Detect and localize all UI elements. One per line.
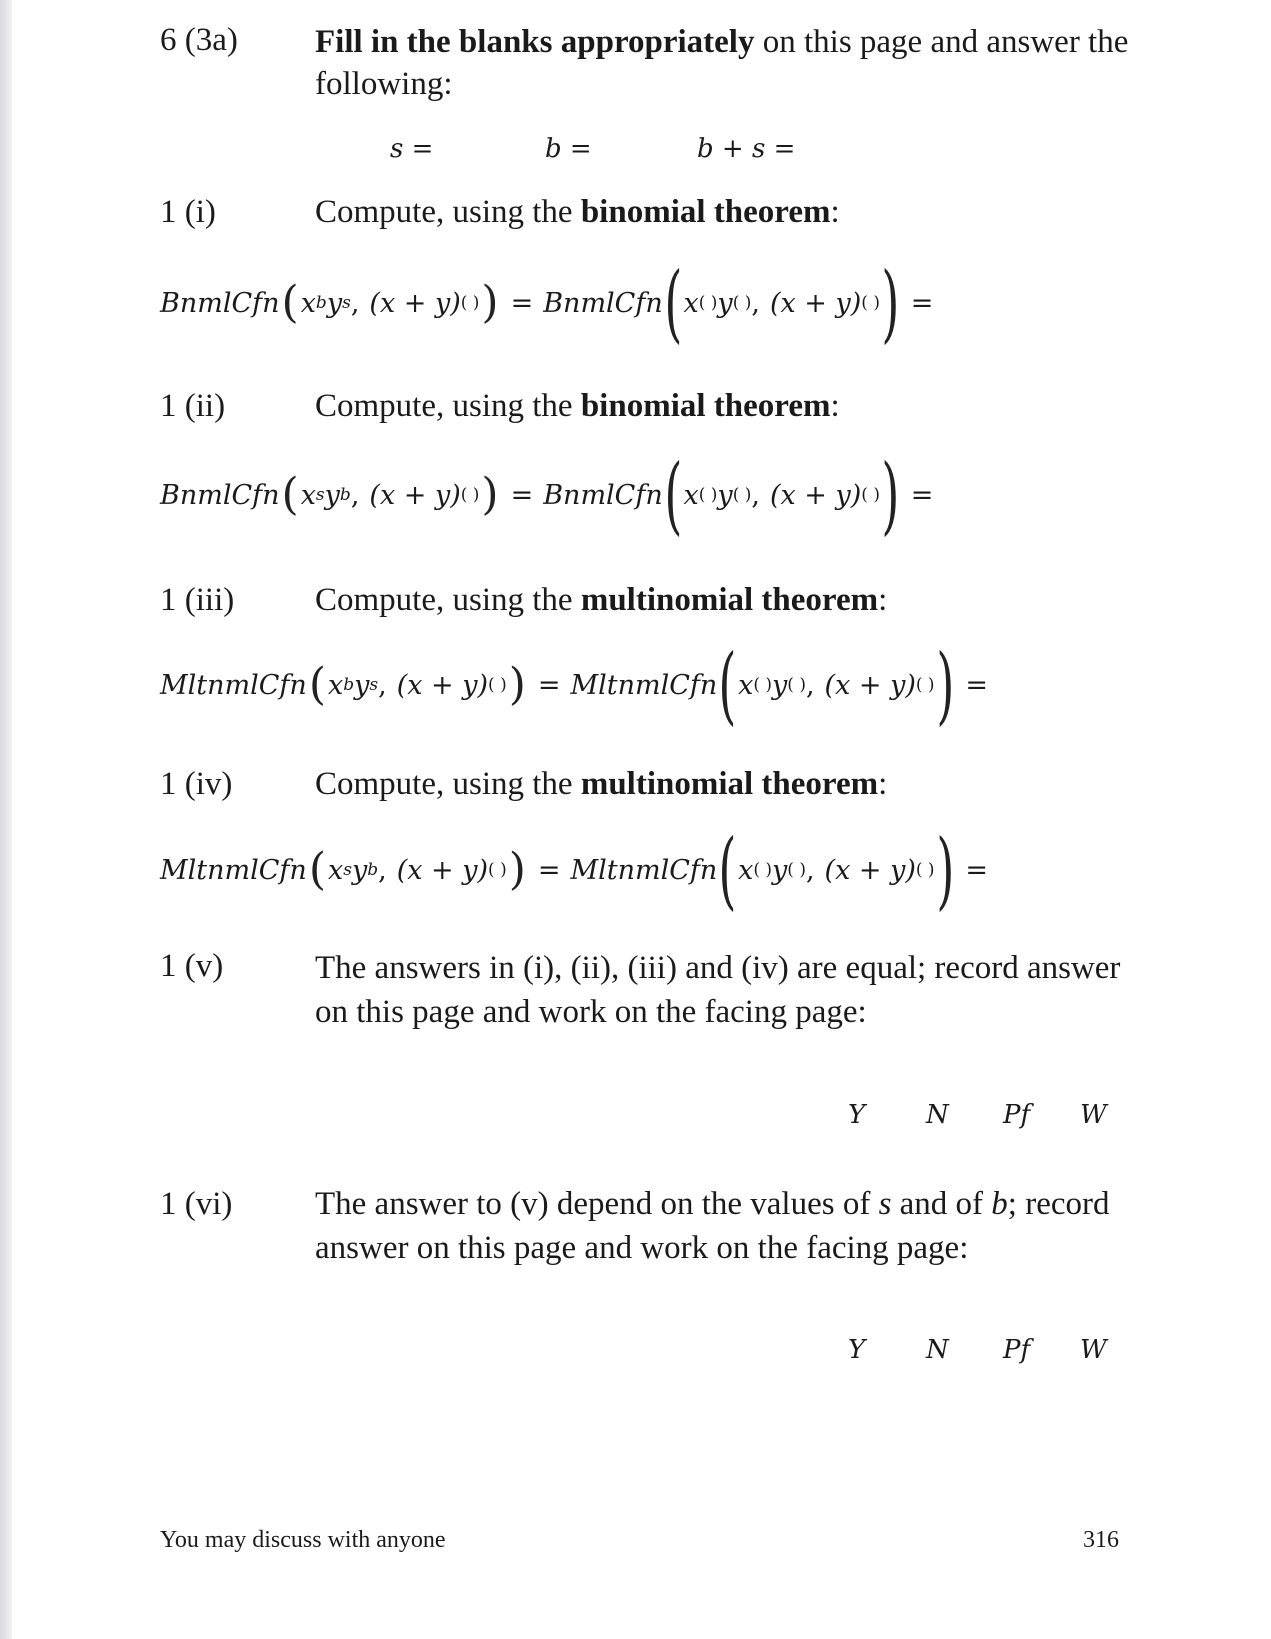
equals-sign: = — [910, 287, 934, 319]
y-var: y — [324, 479, 340, 511]
x-var: x — [683, 479, 699, 511]
equation — [160, 821, 988, 919]
function-name: MltnmlCfn — [570, 854, 718, 886]
instruction-suffix: : — [878, 582, 888, 618]
right-paren: ) — [881, 254, 900, 352]
part-number: 1 (iv) — [160, 766, 233, 802]
right-bar: ) — [481, 277, 499, 328]
x-exponent: s — [315, 485, 325, 505]
instruction-prefix: Compute, using the — [315, 582, 581, 618]
instruction-prefix: Compute, using the — [315, 766, 581, 802]
instruction-rest: on this page and answer the — [754, 24, 1129, 60]
y-exponent: b — [339, 485, 351, 505]
power-blank[interactable]: ( ) — [460, 485, 480, 505]
y-exponent: s — [342, 293, 351, 313]
x-exponent-blank[interactable]: ( ) — [753, 860, 773, 880]
part-instruction — [315, 578, 887, 622]
part-vi-text-a: The answer to (v) depend on the values of — [315, 1186, 879, 1222]
y-var: y — [717, 479, 733, 511]
power-blank[interactable]: ( ) — [915, 675, 935, 695]
y-var: y — [772, 854, 788, 886]
instruction-prefix: Compute, using the — [315, 194, 581, 230]
page-number: 316 — [1083, 1527, 1119, 1553]
instruction-line-2: following: — [315, 66, 453, 102]
comma: , — [378, 669, 387, 701]
var-s: s — [878, 1186, 892, 1222]
left-paren: ( — [718, 821, 737, 919]
sum-expression: (x + y) — [369, 479, 461, 511]
left-paren: ( — [664, 446, 683, 544]
equals-sign: = — [910, 479, 934, 511]
instruction-bold: Fill in the blanks appropriately — [315, 24, 755, 60]
y-exponent-blank[interactable]: ( ) — [787, 860, 806, 880]
equation — [160, 254, 934, 352]
choice-no[interactable]: N — [926, 1335, 949, 1365]
choice-wrong[interactable]: W — [1080, 1100, 1107, 1130]
part-instruction — [315, 384, 840, 428]
comma: , — [350, 287, 360, 319]
part-number: 1 (iii) — [160, 582, 235, 618]
y-var: y — [326, 287, 343, 319]
question-number: 6 (3a) — [160, 22, 238, 58]
page-edge-shadow — [0, 0, 12, 1639]
right-bar: ) — [481, 469, 499, 520]
sum-expression: (x + y) — [824, 669, 916, 701]
part-vi-text-c: ; record — [1007, 1186, 1110, 1222]
blank-b[interactable]: b = — [545, 134, 592, 164]
x-exponent: b — [343, 675, 355, 695]
instruction-prefix: Compute, using the — [315, 388, 581, 424]
comma: , — [350, 479, 360, 511]
part-v-number: 1 (v) — [160, 948, 224, 984]
left-bar: ( — [308, 659, 326, 710]
comma: , — [805, 854, 815, 886]
power-blank[interactable]: ( ) — [915, 860, 935, 880]
power-blank[interactable]: ( ) — [861, 485, 880, 505]
blank-b-plus-s[interactable]: b + s = — [697, 134, 796, 164]
sum-expression: (x + y) — [369, 287, 461, 319]
y-var: y — [717, 287, 733, 319]
equals-sign: = — [510, 287, 534, 319]
x-var: x — [300, 287, 316, 319]
function-name: MltnmlCfn — [160, 669, 307, 701]
equals-sign: = — [965, 854, 988, 886]
function-name: MltnmlCfn — [570, 669, 718, 701]
var-b: b — [991, 1186, 1008, 1222]
y-exponent: s — [369, 675, 379, 695]
choice-no[interactable]: N — [926, 1100, 949, 1130]
sum-expression: (x + y) — [824, 854, 916, 886]
x-var: x — [738, 854, 754, 886]
y-exponent-blank[interactable]: ( ) — [787, 675, 806, 695]
footer-note: You may discuss with anyone — [160, 1527, 446, 1553]
x-var: x — [300, 479, 316, 511]
function-name: BnmlCfn — [543, 287, 663, 319]
x-exponent-blank[interactable]: ( ) — [698, 485, 718, 505]
choice-yes[interactable]: Y — [848, 1100, 866, 1130]
choice-proof[interactable]: Pf — [1003, 1100, 1031, 1130]
left-bar: ( — [308, 844, 326, 895]
function-name: MltnmlCfn — [160, 854, 307, 886]
left-paren: ( — [664, 254, 683, 352]
part-v-line-2: on this page and work on the facing page: — [315, 994, 867, 1030]
x-var: x — [683, 287, 699, 319]
x-exponent: s — [343, 860, 352, 880]
equals-sign: = — [965, 669, 988, 701]
y-exponent-blank[interactable]: ( ) — [732, 293, 752, 313]
y-var: y — [354, 669, 370, 701]
theorem-name: binomial theorem — [580, 194, 831, 230]
equals-sign: = — [537, 669, 561, 701]
comma: , — [751, 287, 760, 319]
instruction-suffix: : — [830, 388, 840, 424]
x-var: x — [327, 854, 344, 886]
right-paren: ) — [935, 636, 954, 734]
part-vi-text-b: and of — [891, 1186, 992, 1222]
theorem-name: multinomial theorem — [580, 582, 879, 618]
power-blank[interactable]: ( ) — [488, 675, 507, 695]
x-exponent-blank[interactable]: ( ) — [753, 675, 773, 695]
sum-expression: (x + y) — [769, 479, 862, 511]
power-blank[interactable]: ( ) — [488, 860, 507, 880]
y-var: y — [772, 669, 788, 701]
sum-expression: (x + y) — [396, 854, 489, 886]
right-paren: ) — [935, 821, 954, 919]
choice-proof[interactable]: Pf — [1003, 1335, 1031, 1365]
x-var: x — [738, 669, 754, 701]
function-name: BnmlCfn — [543, 479, 663, 511]
power-blank[interactable]: ( ) — [861, 293, 880, 313]
theorem-name: multinomial theorem — [580, 766, 879, 802]
x-var: x — [327, 669, 344, 701]
power-blank[interactable]: ( ) — [460, 293, 480, 313]
right-bar: ) — [508, 844, 526, 895]
y-exponent-blank[interactable]: ( ) — [732, 485, 752, 505]
part-instruction — [315, 190, 840, 234]
blank-s[interactable]: s = — [390, 134, 434, 164]
part-vi-line-2: answer on this page and work on the facing page: — [315, 1230, 969, 1266]
right-bar: ) — [508, 659, 526, 710]
sum-expression: (x + y) — [769, 287, 862, 319]
right-paren: ) — [881, 446, 900, 544]
part-v-line-1: The answers in (i), (ii), (iii) and (iv) are equal; record answer — [315, 950, 1121, 986]
left-bar: ( — [281, 469, 299, 520]
comma: , — [378, 854, 387, 886]
left-bar: ( — [281, 277, 299, 328]
instruction-suffix: : — [878, 766, 888, 802]
choice-yes[interactable]: Y — [848, 1335, 866, 1365]
choice-wrong[interactable]: W — [1080, 1335, 1107, 1365]
part-vi-line-1 — [315, 1182, 1110, 1226]
equals-sign: = — [510, 479, 534, 511]
instruction-suffix: : — [830, 194, 840, 230]
instruction-line-1 — [315, 20, 1128, 64]
sum-expression: (x + y) — [396, 669, 489, 701]
left-paren: ( — [718, 636, 737, 734]
part-vi-number: 1 (vi) — [160, 1186, 233, 1222]
part-instruction — [315, 762, 887, 806]
equals-sign: = — [537, 854, 561, 886]
function-name: BnmlCfn — [160, 287, 280, 319]
x-exponent-blank[interactable]: ( ) — [698, 293, 718, 313]
x-exponent: b — [315, 293, 327, 313]
part-number: 1 (i) — [160, 194, 216, 230]
comma: , — [805, 669, 815, 701]
equation — [160, 446, 934, 544]
equation — [160, 636, 988, 734]
comma: , — [751, 479, 760, 511]
y-var: y — [351, 854, 368, 886]
y-exponent: b — [367, 860, 379, 880]
theorem-name: binomial theorem — [580, 388, 831, 424]
part-number: 1 (ii) — [160, 388, 226, 424]
function-name: BnmlCfn — [160, 479, 280, 511]
